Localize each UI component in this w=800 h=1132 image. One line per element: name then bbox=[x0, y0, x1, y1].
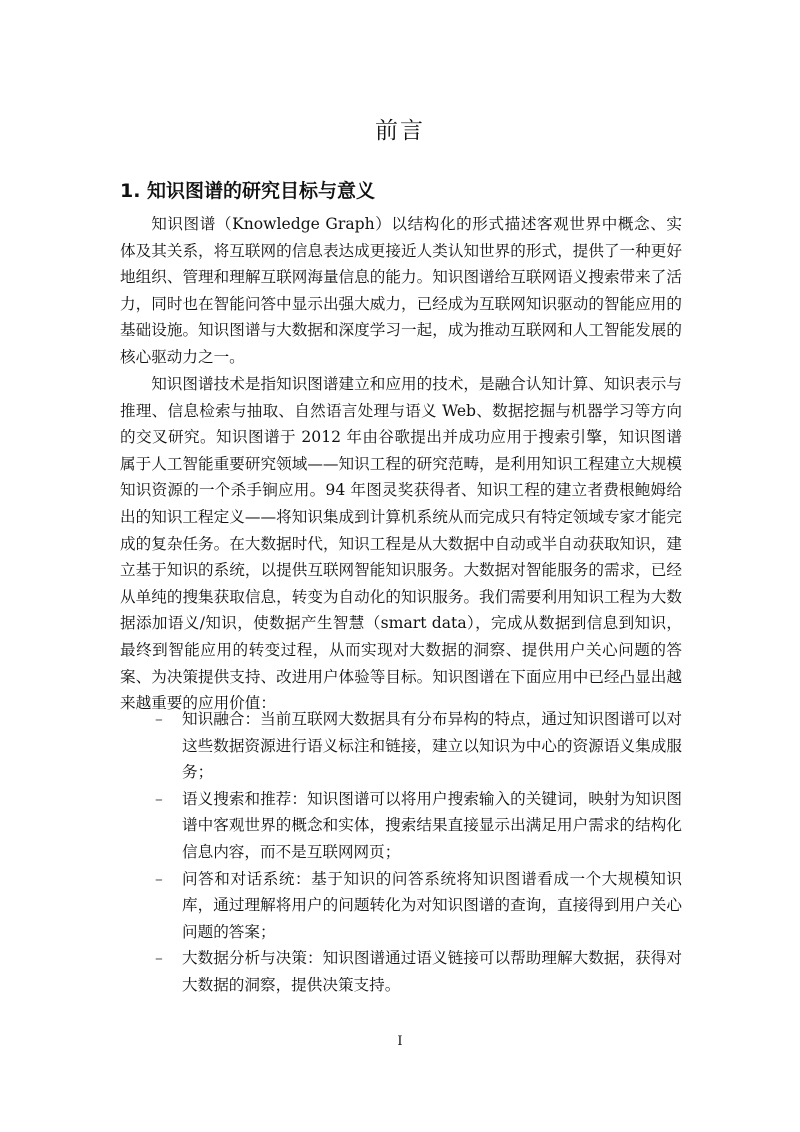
list-item bbox=[155, 945, 682, 998]
bullet-dash: – bbox=[155, 949, 163, 968]
list-item-text: 语义搜索和推荐：知识图谱可以将用户搜索输入的关键词，映射为知识图谱中客观世界的概念和实体，搜索结果直接显示出满足用户需求的结构化信息内容，而不是互联网网页； bbox=[182, 789, 682, 861]
page-number: I bbox=[397, 1034, 403, 1049]
bullet-dash: – bbox=[155, 789, 163, 808]
list-item bbox=[155, 786, 682, 866]
list-item-text: 问答和对话系统：基于知识的问答系统将知识图谱看成一个大规模知识库，通过理解将用户的问题转化为对知识图谱的查询，直接得到用户关心问题的答案； bbox=[182, 869, 682, 941]
list-item bbox=[155, 706, 682, 786]
list-item bbox=[155, 866, 682, 946]
bullet-dash: – bbox=[155, 869, 163, 888]
bullet-dash: – bbox=[155, 710, 163, 728]
section-heading: 1. 知识图谱的研究目标与意义 bbox=[120, 180, 376, 202]
list-item-text: 知识融合：当前互联网大数据具有分布异构的特点，通过知识图谱可以对这些数据资源进行语义标注和链接，建立以知识为中心的资源语义集成服务； bbox=[182, 710, 682, 782]
paragraph-intro: 知识图谱（Knowledge Graph）以结构化的形式描述客观世界中概念、实体及其关系，将互联网的信息表达成更接近人类认知世界的形式，提供了一种更好地组织、管理和理解互联网海量信息的能力。知识图谱给互联网语义搜索带来了活力，同时也在智能问答中显示出强大威力，已经成为互联网知识驱动的智能应用的基础设施。知识图谱与大数据和深度学习一起，成为推动互联网和人工智能发展的核心驱动力之一。 bbox=[120, 215, 682, 366]
application-list bbox=[155, 706, 682, 999]
paragraph-technology: 知识图谱技术是指知识图谱建立和应用的技术，是融合认知计算、知识表示与推理、信息检索与抽取、自然语言处理与语义 Web、数据挖掘与机器学习等方向的交叉研究。知识图谱于 2012 年由谷歌提出并成功应用于搜索引擎，知识图谱属于人工智能重要研究领域——知识工程的研究范畴，是利用知识工程建立大规模知识资源的一个杀手锏应用。94 年图灵奖获得者、知识工程的建立者费根鲍姆给出的知识工程定义——将知识集成到计算机系统从而完成只有特定领域专家才能完成的复杂任务。在大数据时代，知识工程是从大数据中自动或半自动获取知识，建立基于知识的系统，以提供互联网智能知识服务。大数据对智能服务的需求，已经从单纯的搜集获取信息，转变为自动化的知识服务。我们需要利用知识工程为大数据添加语义/知识，使数据产生智慧（smart data），完成从数据到信息到知识，最终到智能应用的转变过程，从而实现对大数据的洞察、提供用户关心问题的答案、为决策提供支持、改进用户体验等目标。知识图谱在下面应用中已经凸显出越来越重要的应用价值： bbox=[120, 375, 682, 713]
page-title: 前言 bbox=[375, 118, 425, 144]
list-item-text: 大数据分析与决策：知识图谱通过语义链接可以帮助理解大数据，获得对大数据的洞察，提供决策支持。 bbox=[182, 949, 682, 994]
